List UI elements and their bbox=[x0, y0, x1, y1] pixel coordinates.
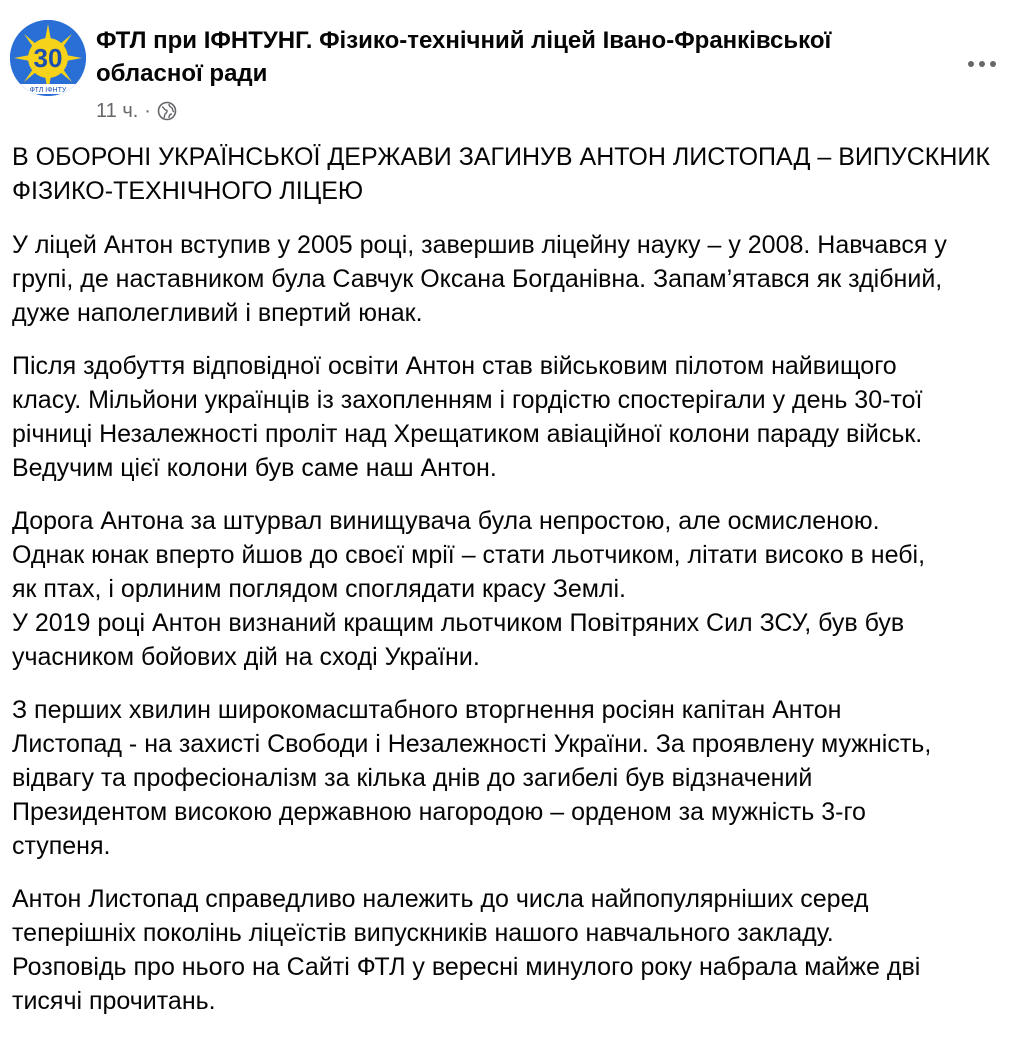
post-paragraph: У ліцей Антон вступив у 2005 році, завершив ліцейну науку – у 2008. Навчався у групі, де наставником була Савчук Оксана Богданівна. Запам’ятався як здібний, дуже наполегливий і впертий юнак. bbox=[12, 231, 947, 327]
page-name-link[interactable]: ФТЛ при ІФНТУНГ. Фізико-технічний ліцей Івано-Франківської обласної ради bbox=[96, 27, 832, 87]
post-timestamp[interactable]: 11 ч. bbox=[96, 99, 139, 122]
school-logo-icon bbox=[10, 20, 86, 96]
post-body bbox=[12, 140, 1017, 1037]
globe-icon[interactable] bbox=[157, 101, 177, 121]
post-meta bbox=[96, 98, 177, 124]
post-headline: В ОБОРОНІ УКРАЇНСЬКОЇ ДЕРЖАВИ ЗАГИНУВ АНТОН ЛИСТОПАД – ВИПУСКНИК ФІЗИКО-ТЕХНІЧНОГО ЛІЦЕЮ bbox=[12, 143, 990, 205]
more-dot bbox=[979, 61, 985, 67]
avatar-number: 30 bbox=[33, 43, 63, 73]
page-avatar[interactable] bbox=[10, 20, 86, 96]
post-header bbox=[10, 12, 1017, 128]
more-horizontal-icon bbox=[968, 61, 974, 67]
post-paragraph: Антон Листопад справедливо належить до числа найпопулярніших серед теперішніх поколінь ліцеїстів випускників нашого навчального закладу. Розповідь про нього на Сайті ФТЛ у вересні минулого року набрала майже дві тисячі прочитань. bbox=[12, 885, 921, 1015]
more-options-button[interactable] bbox=[960, 42, 1004, 86]
post-paragraph: З перших хвилин широкомасштабного вторгнення росіян капітан Антон Листопад - на захисті Свободи і Незалежності України. За проявлену мужність, відвагу та професіоналізм за кілька днів до загибелі був відзначений Президентом високою державною нагородою – орденом за мужність 3-го ступеня. bbox=[12, 696, 932, 860]
more-dot bbox=[990, 61, 996, 67]
post-paragraph: Дорога Антона за штурвал винищувача була непростою, але осмисленою. Однак юнак вперто йшов до своєї мрії – стати льотчиком, літати високо в небі, як птах, і орлиним поглядом споглядати красу Землі. У 2019 році Антон визнаний кращим льотчиком Повітряних Сил ЗСУ, був був учасником бойових дій на сході України. bbox=[12, 507, 926, 671]
avatar-caption: ФТЛ ІФНТУ bbox=[29, 87, 67, 94]
post-paragraph: Після здобуття відповідної освіти Антон став військовим пілотом найвищого класу. Мільйони українців із захопленням і гордістю спостерігали у день 30-тої річниці Незалежності проліт над Хрещатиком авіаційної колони параду військ. Ведучим цієї колони був саме наш Антон. bbox=[12, 352, 923, 482]
meta-separator: · bbox=[144, 99, 151, 122]
